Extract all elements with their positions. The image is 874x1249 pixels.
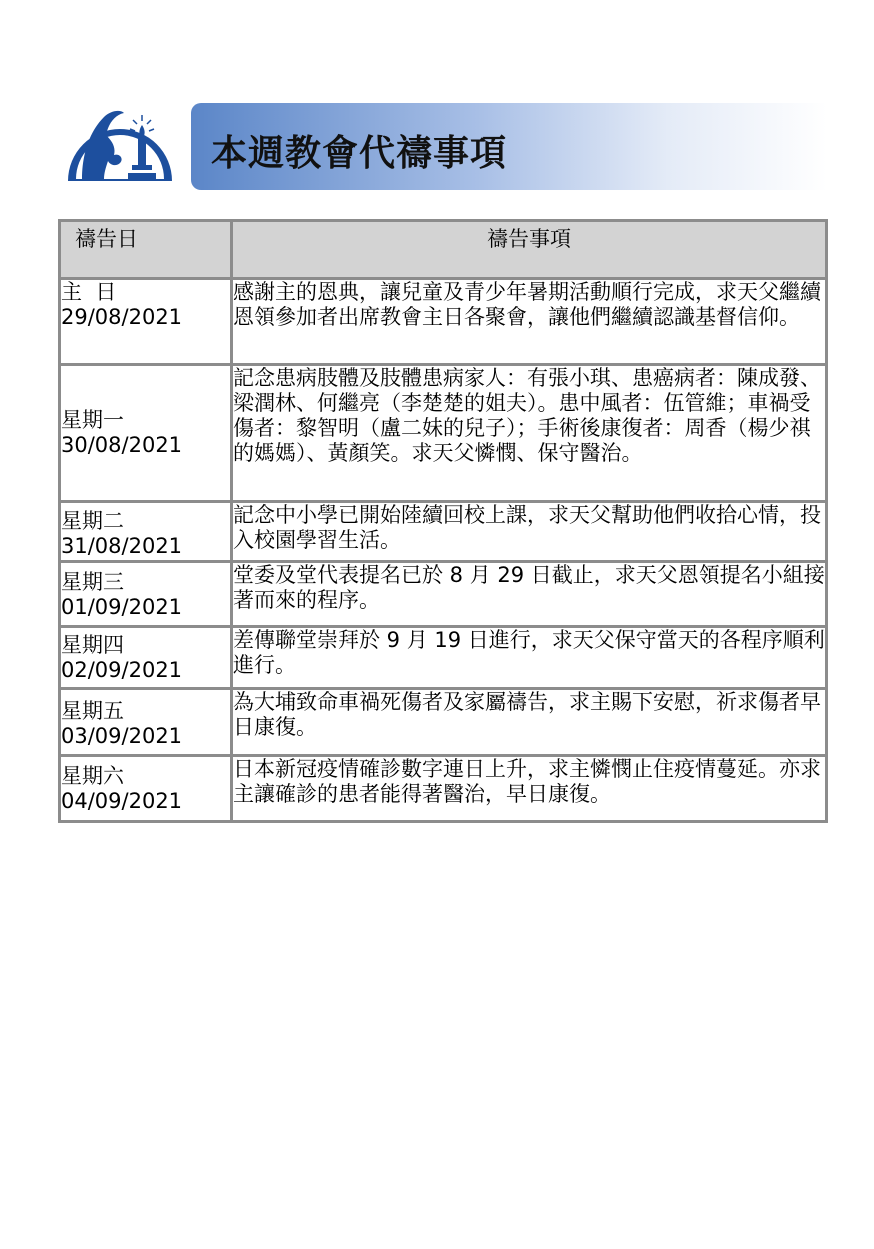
day-cell: [60, 756, 232, 822]
day-cell: [60, 689, 232, 756]
date-label: 30/08/2021: [61, 433, 183, 457]
table-row: [60, 502, 827, 562]
prayer-item: 差傳聯堂崇拜於 9 月 19 日進行，求天父保守當天的各程序順利進行。: [232, 627, 827, 689]
day-cell: [60, 279, 232, 365]
column-header-day: 禱告日: [60, 221, 232, 279]
prayer-item: 為大埔致命車禍死傷者及家屬禱告，求主賜下安慰，祈求傷者早日康復。: [232, 689, 827, 756]
date-label: 04/09/2021: [61, 789, 183, 813]
column-header-items: 禱告事項: [232, 221, 827, 279]
weekday-label: 星期二: [61, 509, 124, 533]
prayer-item: 日本新冠疫情確診數字連日上升，求主憐憫止住疫情蔓延。亦求主讓確診的患者能得著醫治，早日康復。: [232, 756, 827, 822]
date-label: 31/08/2021: [61, 534, 183, 558]
table-row: [60, 365, 827, 502]
date-label: 01/09/2021: [61, 595, 183, 619]
weekday-label: 星期一: [61, 408, 124, 432]
table-row: [60, 689, 827, 756]
table-row: [60, 756, 827, 822]
praying-figure-candle-icon: [62, 95, 176, 183]
day-cell: [60, 502, 232, 562]
prayer-table: [58, 219, 828, 823]
table-header-row: [60, 221, 827, 279]
prayer-item: 堂委及堂代表提名已於 8 月 29 日截止，求天父恩領提名小組接著而來的程序。: [232, 562, 827, 627]
church-logo: [62, 95, 176, 183]
date-label: 03/09/2021: [61, 724, 183, 748]
title-banner: [191, 103, 827, 190]
prayer-item: 感謝主的恩典，讓兒童及青少年暑期活動順行完成，求天父繼續恩領參加者出席教會主日各聚會，讓他們繼續認識基督信仰。: [232, 279, 827, 365]
weekday-label: 星期六: [61, 764, 124, 788]
date-label: 02/09/2021: [61, 658, 183, 682]
prayer-item: 記念中小學已開始陸續回校上課，求天父幫助他們收拾心情，投入校園學習生活。: [232, 502, 827, 562]
weekday-label: 星期四: [61, 633, 124, 657]
day-cell: [60, 562, 232, 627]
table-row: [60, 562, 827, 627]
weekday-label: 星期三: [61, 570, 124, 594]
table-row: [60, 279, 827, 365]
date-label: 29/08/2021: [61, 305, 183, 329]
prayer-item: 記念患病肢體及肢體患病家人：有張小琪、患癌病者：陳成發、梁潤林、何繼亮（李楚楚的姐夫）。患中風者：伍管維；車禍受傷者：黎智明（盧二妹的兒子）；手術後康復者：周香（楊少祺的媽媽）、黃顏笑。求天父憐憫、保守醫治。: [232, 365, 827, 502]
page-title: 本週教會代禱事項: [211, 133, 508, 174]
day-cell: [60, 627, 232, 689]
weekday-label: 主 日: [61, 280, 117, 304]
day-cell: [60, 365, 232, 502]
table-row: [60, 627, 827, 689]
weekday-label: 星期五: [61, 699, 124, 723]
